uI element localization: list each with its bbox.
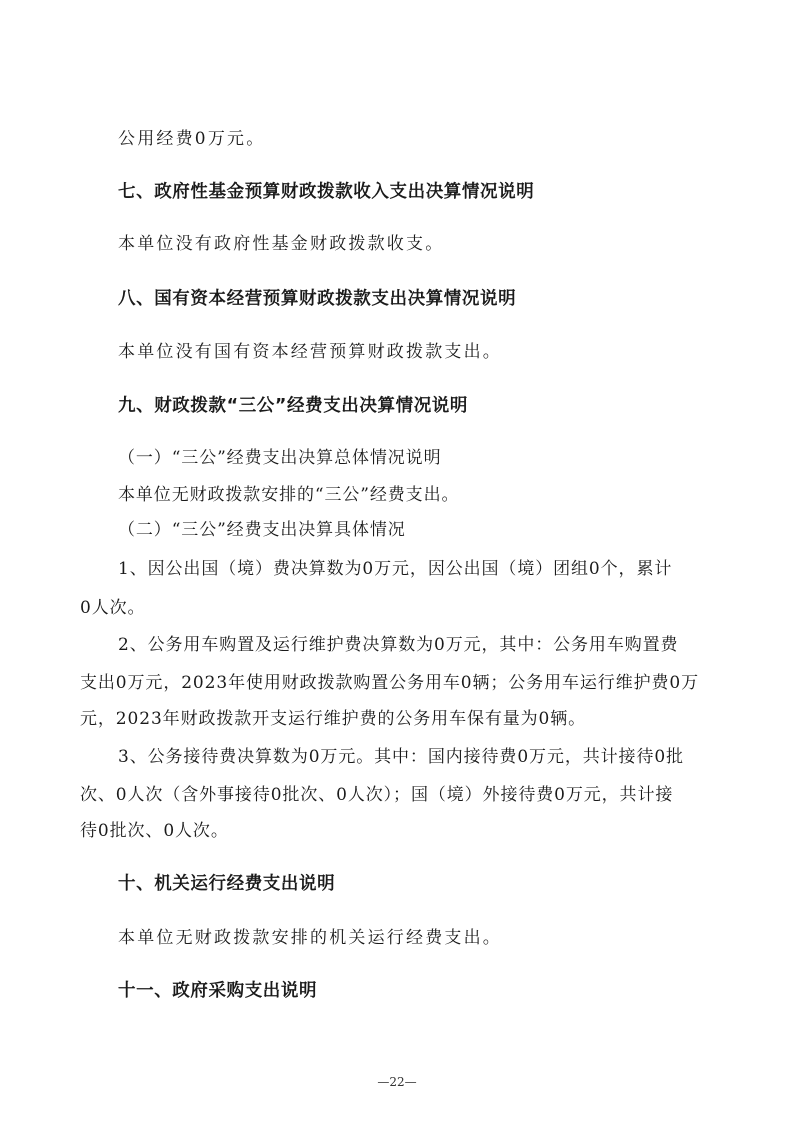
section-heading: 十一、政府采购支出说明 [118,981,318,1001]
text-line: 元，2023年财政拨款开支运行维护费的公务用车保有量为0辆。 [80,709,587,729]
text-line: 本单位没有政府性基金财政拨款收支。 [118,234,445,254]
text-line: 本单位没有国有资本经营预算财政拨款支出。 [118,342,502,362]
section-heading: 九、财政拨款“三公”经费支出决算情况说明 [118,396,469,416]
text-line: 0人次。 [80,598,146,618]
text-line: 待0批次、0人次。 [80,821,229,841]
text-line: 公用经费0万元。 [118,129,266,149]
text-line: 支出0万元，2023年使用财政拨款购置公务用车0辆；公务用车运行维护费0万 [80,673,700,693]
text-line: 1、因公出国（境）费决算数为0万元，因公出国（境）团组0个，累计 [118,559,673,579]
text-line: 2、公务用车购置及运行维护费决算数为0万元，其中：公务用车购置费 [118,635,679,655]
text-line: 本单位无财政拨款安排的“三公”经费支出。 [118,485,460,505]
text-line: 本单位无财政拨款安排的机关运行经费支出。 [118,928,502,948]
section-heading: 八、国有资本经营预算财政拨款支出决算情况说明 [118,289,517,309]
subsection-heading: （二）“三公”经费支出决算具体情况 [118,520,406,540]
section-heading: 十、机关运行经费支出说明 [118,874,336,894]
page-number: —22— [377,1075,417,1089]
text-line: 3、公务接待费决算数为0万元。其中：国内接待费0万元，共计接待0批 [118,747,684,767]
text-line: 次、0人次（含外事接待0批次、0人次）；国（境）外接待费0万元，共计接 [80,785,674,805]
section-heading: 七、政府性基金预算财政拨款收入支出决算情况说明 [118,182,535,202]
subsection-heading: （一）“三公”经费支出决算总体情况说明 [118,448,442,468]
